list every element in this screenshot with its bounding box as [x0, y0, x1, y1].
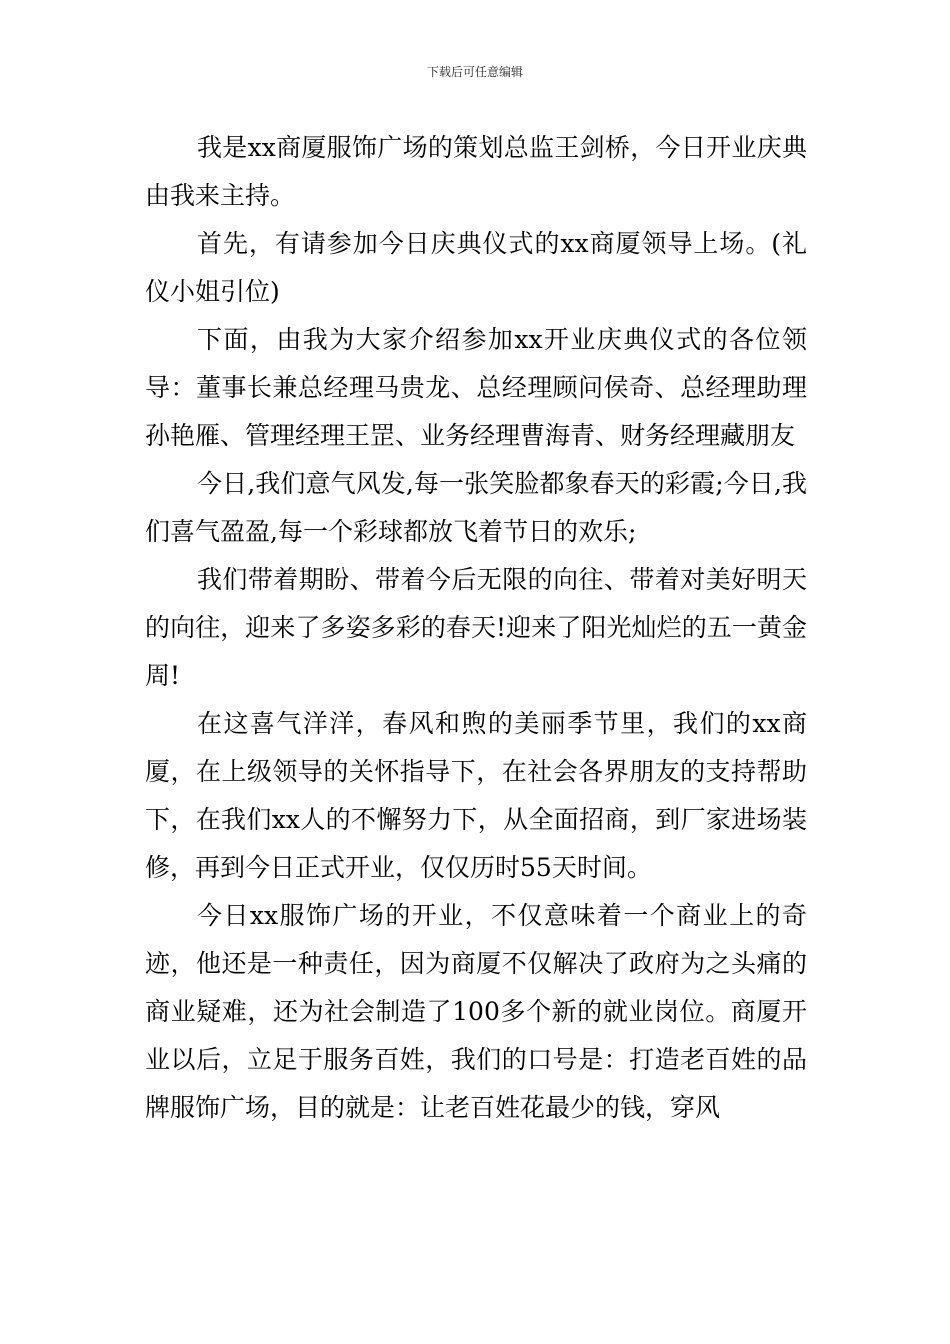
document-body — [145, 124, 807, 1132]
paragraph: 我们带着期盼、带着今后无限的向往、带着对美好明天的向往，迎来了多姿多彩的春天!迎来了阳光灿烂的五一黄金周! — [145, 565, 807, 690]
paragraph: 今日,我们意气风发,每一张笑脸都象春天的彩霞;今日,我们喜气盈盈,每一个彩球都放飞着节日的欢乐; — [145, 469, 807, 546]
header-note: 下载后可任意编辑 — [426, 65, 523, 79]
paragraph: 我是xx商厦服饰广场的策划总监王剑桥，今日开业庆典由我来主持。 — [145, 133, 807, 210]
paragraph: 首先，有请参加今日庆典仪式的xx商厦领导上场。(礼仪小姐引位) — [145, 229, 807, 306]
paragraph: 下面，由我为大家介绍参加xx开业庆典仪式的各位领导：董事长兼总经理马贵龙、总经理顾问侯奇、总经理助理孙艳雁、管理经理王罡、业务经理曹海青、财务经理藏朋友 — [145, 325, 807, 450]
paragraph: 在这喜气洋洋，春风和煦的美丽季节里，我们的xx商厦，在上级领导的关怀指导下，在社会各界朋友的支持帮助下，在我们xx人的不懈努力下，从全面招商，到厂家进场装修，再到今日正式开业，仅仅历时55天时间。 — [145, 709, 807, 882]
paragraph: 今日xx服饰广场的开业，不仅意味着一个商业上的奇迹，他还是一种责任，因为商厦不仅解决了政府为之头痛的商业疑难，还为社会制造了100多个新的就业岗位。商厦开业以后，立足于服务百姓，我们的口号是：打造老百姓的品牌服饰广场，目的就是：让老百姓花最少的钱，穿风 — [145, 901, 807, 1122]
